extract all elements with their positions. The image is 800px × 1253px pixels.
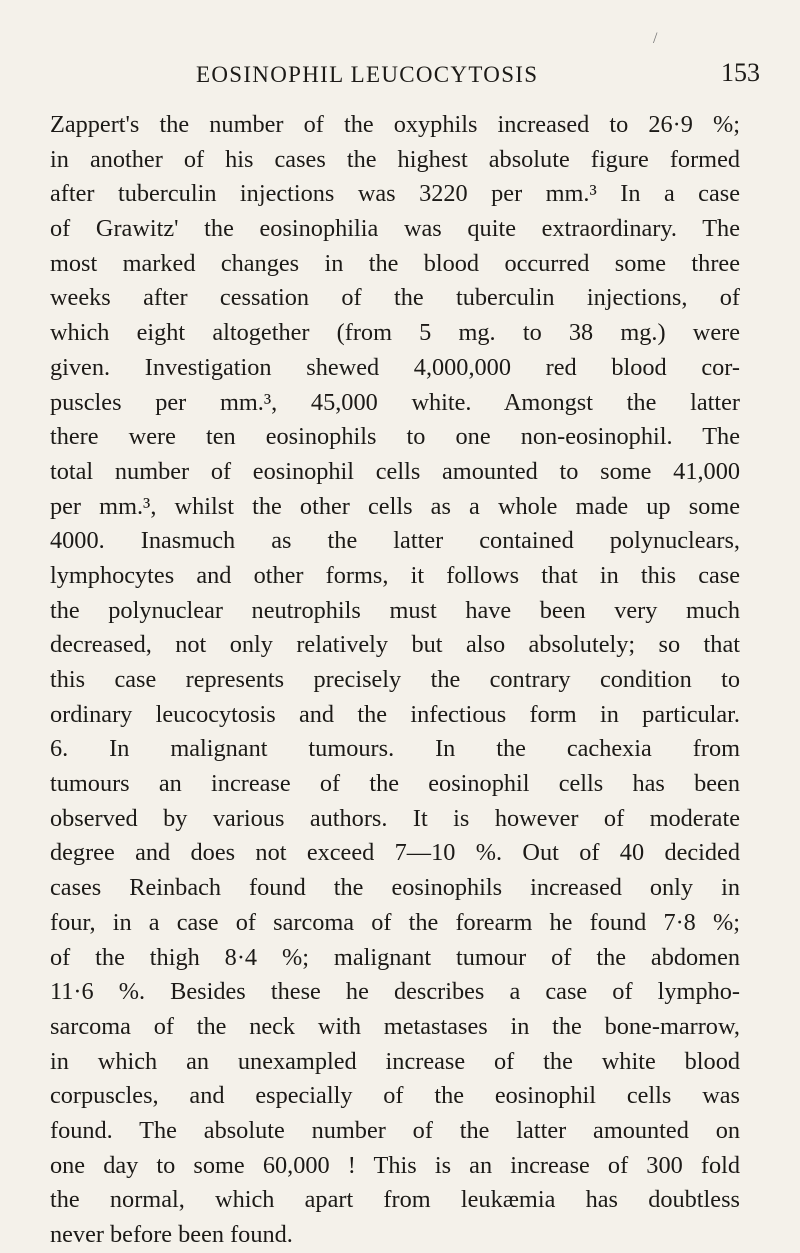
- text-line: corpuscles, and especially of the eosinophil cells was: [50, 1082, 740, 1110]
- text-line: found. The absolute number of the latter amounted on: [50, 1116, 740, 1144]
- text-line: one day to some 60,000 ! This is an increase of 300 fold: [50, 1151, 740, 1179]
- body-text: [50, 108, 740, 1253]
- text-line: of Grawitz' the eosinophilia was quite extraordinary. The: [50, 215, 740, 243]
- text-line: most marked changes in the blood occurred some three: [50, 249, 740, 277]
- text-line: per mm.³, whilst the other cells as a whole made up some: [50, 492, 740, 520]
- margin-mark: /: [653, 30, 658, 47]
- text-line: cases Reinbach found the eosinophils increased only in: [50, 874, 740, 902]
- text-line: of the thigh 8·4 %; malignant tumour of the abdomen: [50, 943, 740, 971]
- page-number: 153: [721, 58, 760, 87]
- text-line: four, in a case of sarcoma of the forearm he found 7·8 %;: [50, 908, 740, 936]
- text-line: this case represents precisely the contrary condition to: [50, 666, 740, 693]
- text-line: 6. In malignant tumours. In the cachexia from: [50, 735, 740, 763]
- text-line: Zappert's the number of the oxyphils increased to 26·9 %;: [50, 111, 740, 138]
- running-title: EOSINOPHIL LEUCOCYTOSIS: [196, 62, 539, 87]
- text-line: never before been found.: [50, 1221, 293, 1248]
- text-line: there were ten eosinophils to one non-eosinophil. The: [50, 423, 740, 451]
- text-line: lymphocytes and other forms, it follows that in this case: [50, 561, 740, 589]
- text-line: sarcoma of the neck with metastases in the bone-marrow,: [50, 1012, 740, 1040]
- text-line: ordinary leucocytosis and the infectious form in particular.: [50, 700, 740, 728]
- text-line: 11·6 %. Besides these he describes a case of lympho-: [50, 978, 740, 1006]
- text-line: which eight altogether (from 5 mg. to 38 mg.) were: [50, 319, 740, 347]
- text-line: in another of his cases the highest absolute figure formed: [50, 145, 740, 173]
- text-line: in which an unexampled increase of the white blood: [50, 1047, 740, 1075]
- text-line: total number of eosinophil cells amounted to some 41,000: [50, 457, 740, 485]
- text-line: the polynuclear neutrophils must have been very much: [50, 596, 740, 624]
- text-line: after tuberculin injections was 3220 per mm.³ In a case: [50, 180, 740, 208]
- text-line: observed by various authors. It is however of moderate: [50, 804, 740, 832]
- text-line: degree and does not exceed 7—10 %. Out of 40 decided: [50, 839, 740, 867]
- text-line: 4000. Inasmuch as the latter contained polynuclears,: [50, 527, 740, 555]
- text-line: tumours an increase of the eosinophil cells has been: [50, 770, 740, 798]
- running-header: [196, 58, 778, 98]
- text-line: decreased, not only relatively but also absolutely; so that: [50, 631, 740, 659]
- text-line: puscles per mm.³, 45,000 white. Amongst the latter: [50, 388, 740, 416]
- text-line: the normal, which apart from leukæmia has doubtless: [50, 1186, 740, 1214]
- text-line: given. Investigation shewed 4,000,000 red blood cor-: [50, 353, 740, 381]
- text-line: weeks after cessation of the tuberculin injections, of: [50, 284, 740, 312]
